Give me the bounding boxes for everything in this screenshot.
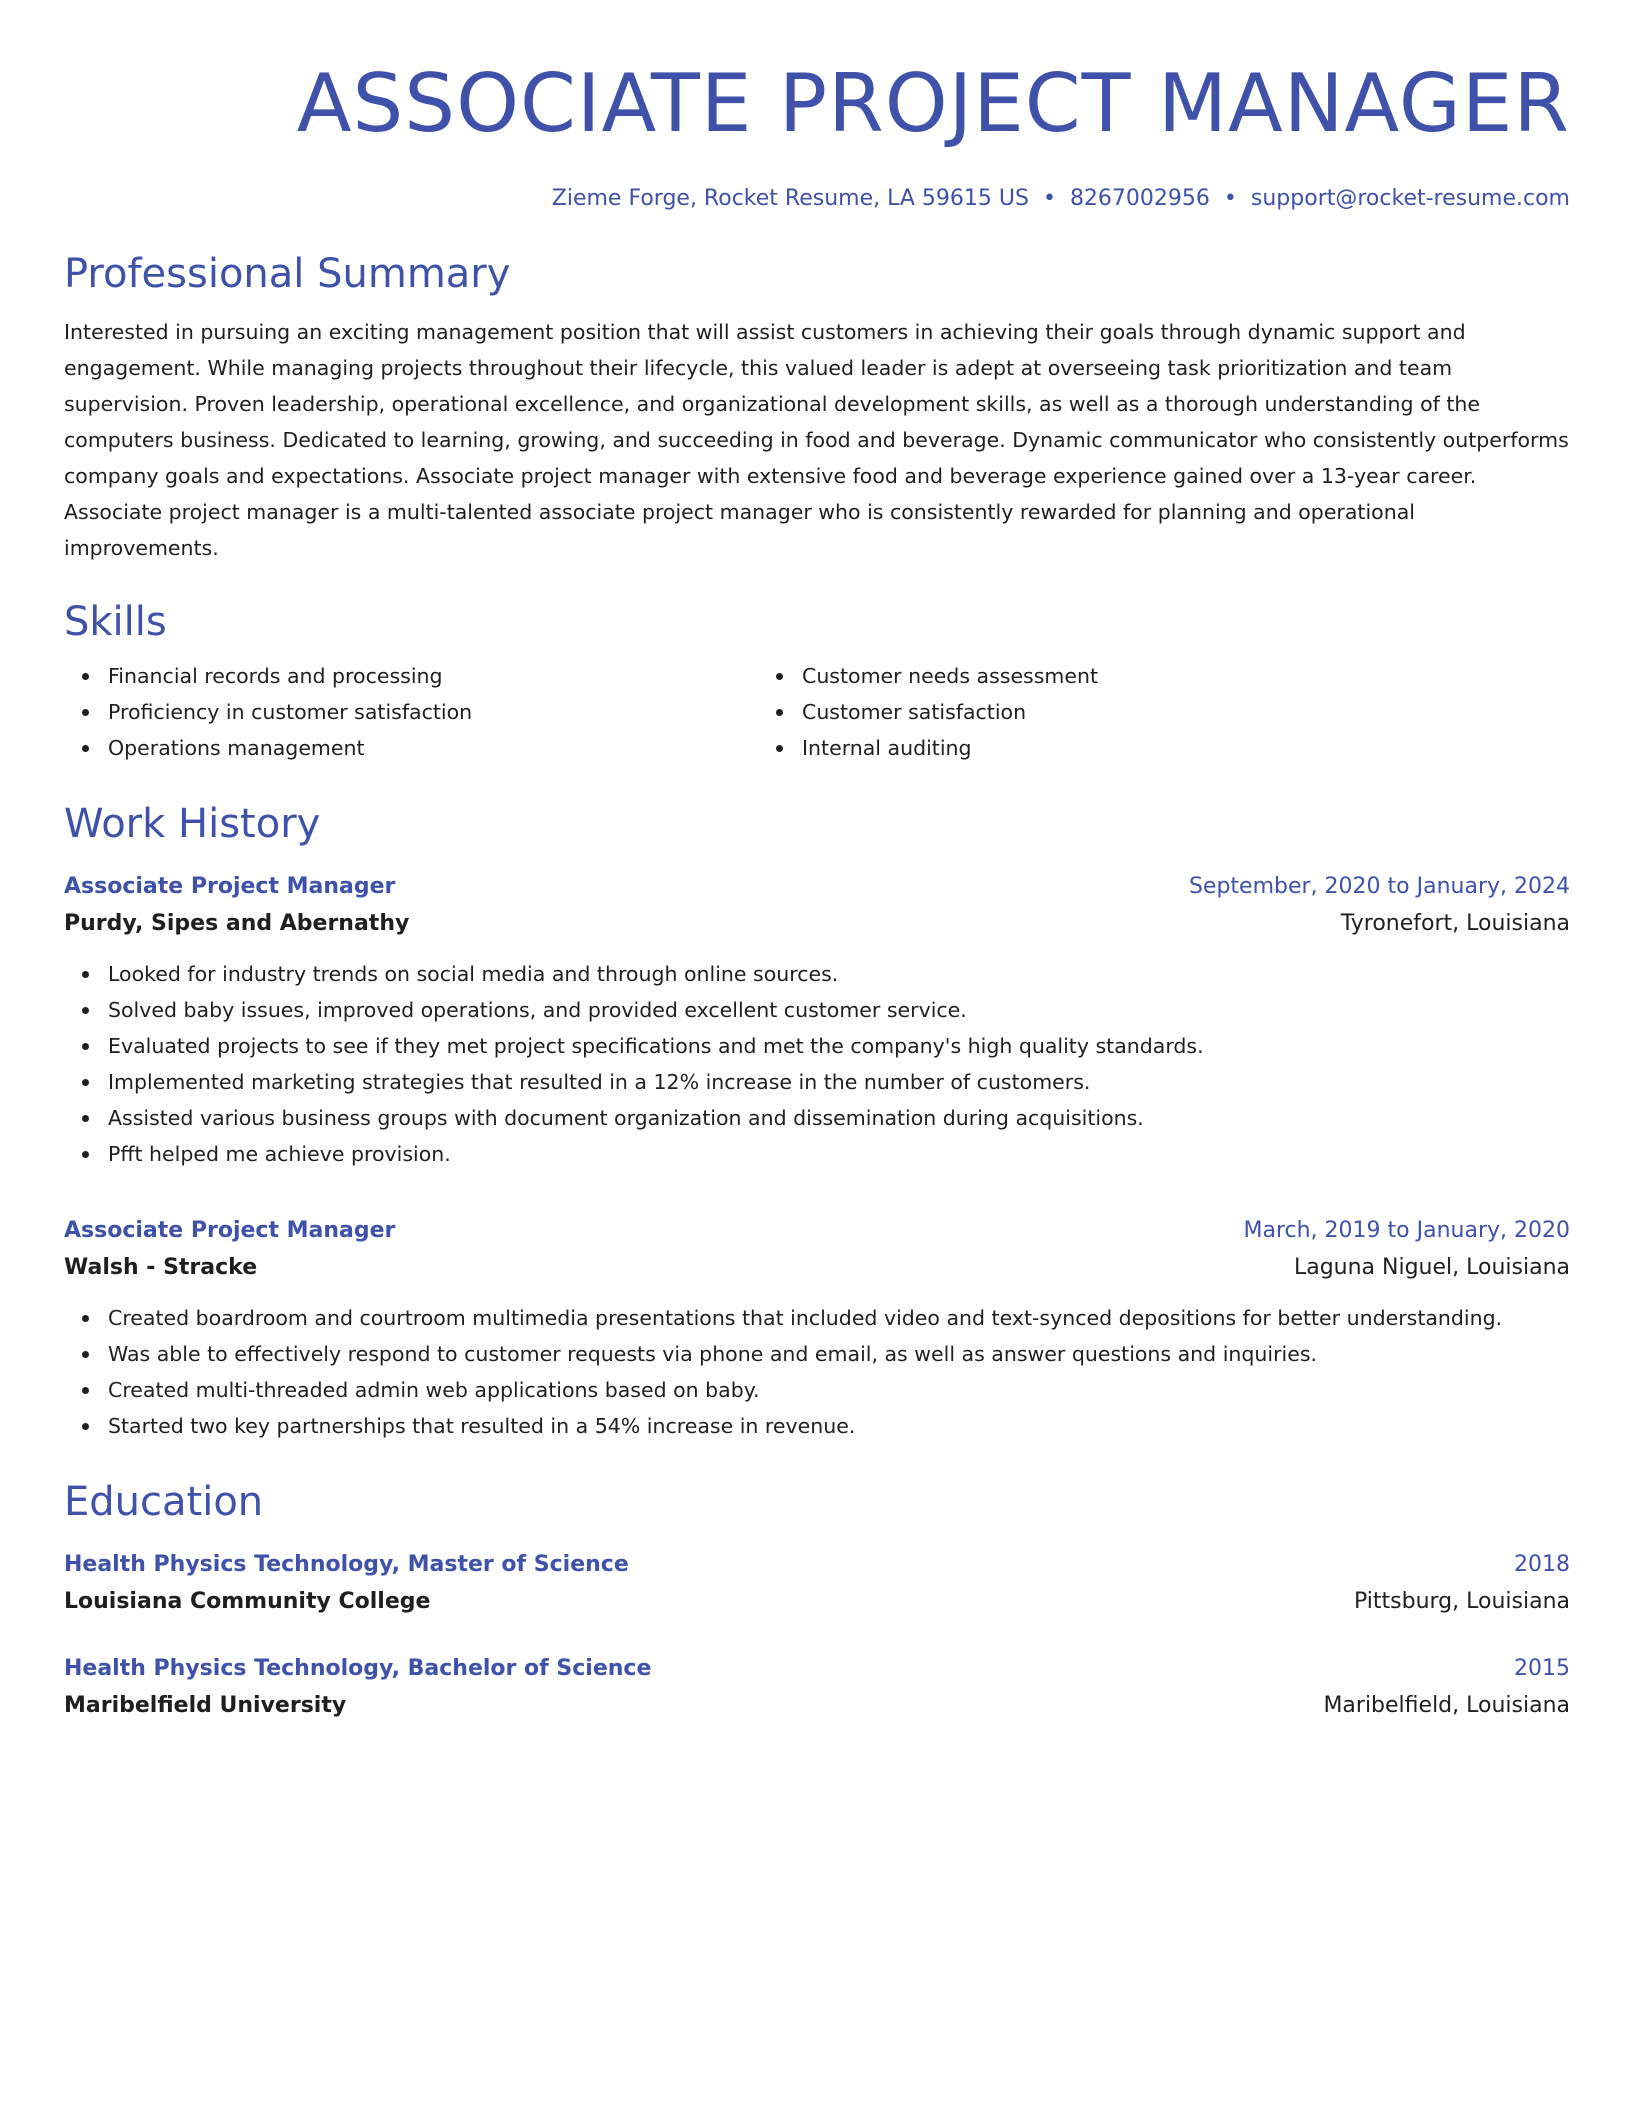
skill-item: Proficiency in customer satisfaction bbox=[108, 694, 758, 730]
job-dates: March, 2019 to January, 2020 bbox=[1243, 1218, 1570, 1243]
skills-list bbox=[64, 658, 1570, 766]
skill-item: Financial records and processing bbox=[108, 658, 758, 694]
skill-item: Customer needs assessment bbox=[802, 658, 1452, 694]
job-bullets bbox=[64, 956, 1570, 1172]
job-bullet: Was able to effectively respond to customer requests via phone and email, as well as answer questions and inquiries. bbox=[108, 1336, 1570, 1372]
job-role: Associate Project Manager bbox=[64, 874, 396, 899]
contact-phone[interactable]: 8267002956 bbox=[1069, 186, 1210, 211]
job-bullet: Started two key partnerships that resulted in a 54% increase in revenue. bbox=[108, 1408, 1570, 1444]
contact-separator: • bbox=[1042, 186, 1056, 211]
job-entry bbox=[64, 870, 1570, 1172]
work-history-heading: Work History bbox=[64, 801, 321, 847]
summary-heading: Professional Summary bbox=[64, 251, 511, 297]
education-degree: Health Physics Technology, Bachelor of Science bbox=[64, 1656, 652, 1681]
education-entry bbox=[64, 1652, 1570, 1726]
skill-item: Internal auditing bbox=[802, 730, 1452, 766]
job-entry bbox=[64, 1214, 1570, 1444]
education-location: Maribelfield, Louisiana bbox=[1323, 1693, 1570, 1718]
job-bullet: Created multi-threaded admin web applications based on baby. bbox=[108, 1372, 1570, 1408]
job-dates: September, 2020 to January, 2024 bbox=[1188, 874, 1570, 899]
job-location: Tyronefort, Louisiana bbox=[1340, 911, 1570, 936]
skills-column-left bbox=[64, 658, 758, 766]
contact-email[interactable]: support@rocket-resume.com bbox=[1250, 186, 1570, 211]
job-company: Purdy, Sipes and Abernathy bbox=[64, 911, 410, 936]
job-header-row bbox=[64, 870, 1570, 904]
job-company-row bbox=[64, 904, 1570, 944]
job-company: Walsh - Stracke bbox=[64, 1255, 258, 1280]
job-bullet: Implemented marketing strategies that resulted in a 12% increase in the number of customers. bbox=[108, 1064, 1570, 1100]
contact-separator: • bbox=[1223, 186, 1237, 211]
resume-header bbox=[64, 56, 1570, 214]
skill-item: Operations management bbox=[108, 730, 758, 766]
education-entry bbox=[64, 1548, 1570, 1622]
job-bullet: Looked for industry trends on social media and through online sources. bbox=[108, 956, 1570, 992]
contact-line bbox=[64, 184, 1570, 214]
education-school-row bbox=[64, 1582, 1570, 1622]
job-bullet: Pfft helped me achieve provision. bbox=[108, 1136, 1570, 1172]
job-bullets bbox=[64, 1300, 1570, 1444]
job-role: Associate Project Manager bbox=[64, 1218, 396, 1243]
education-location: Pittsburg, Louisiana bbox=[1354, 1589, 1570, 1614]
education-header-row bbox=[64, 1548, 1570, 1582]
job-bullet: Evaluated projects to see if they met project specifications and met the company's high quality standards. bbox=[108, 1028, 1570, 1064]
education-school-row bbox=[64, 1686, 1570, 1726]
education-year: 2015 bbox=[1514, 1656, 1570, 1681]
skills-column-right bbox=[758, 658, 1452, 766]
education-header-row bbox=[64, 1652, 1570, 1686]
education-school: Maribelfield University bbox=[64, 1693, 347, 1718]
job-company-row bbox=[64, 1248, 1570, 1288]
summary-text: Interested in pursuing an exciting management position that will assist customers in achieving their goals through dynamic support and engagement. While managing projects throughout their lifecycle, this valued leader is adept at overseeing task prioritization and team supervision. Proven leadership, operational excellence, and organizational development skills, as well as a thorough understanding of the computers business. Dedicated to learning, growing, and succeeding in food and beverage. Dynamic communicator who consistently outperforms company goals and expectations. Associate project manager with extensive food and beverage experience gained over a 13-year career. Associate project manager is a multi-talented associate project manager who is consistently rewarded for planning and operational improvements. bbox=[64, 320, 1569, 560]
job-bullet: Solved baby issues, improved operations, and provided excellent customer service. bbox=[108, 992, 1570, 1028]
education-heading: Education bbox=[64, 1479, 264, 1525]
job-bullet: Assisted various business groups with document organization and dissemination during acquisitions. bbox=[108, 1100, 1570, 1136]
job-bullet: Created boardroom and courtroom multimedia presentations that included video and text-synced depositions for better understanding. bbox=[108, 1300, 1570, 1336]
skills-heading: Skills bbox=[64, 599, 167, 645]
contact-address: Zieme Forge, Rocket Resume, LA 59615 US bbox=[551, 186, 1029, 211]
education-school: Louisiana Community College bbox=[64, 1589, 431, 1614]
candidate-title: ASSOCIATE PROJECT MANAGER bbox=[296, 57, 1570, 150]
job-header-row bbox=[64, 1214, 1570, 1248]
skill-item: Customer satisfaction bbox=[802, 694, 1452, 730]
education-degree: Health Physics Technology, Master of Science bbox=[64, 1552, 629, 1577]
job-location: Laguna Niguel, Louisiana bbox=[1293, 1255, 1570, 1280]
education-year: 2018 bbox=[1514, 1552, 1570, 1577]
